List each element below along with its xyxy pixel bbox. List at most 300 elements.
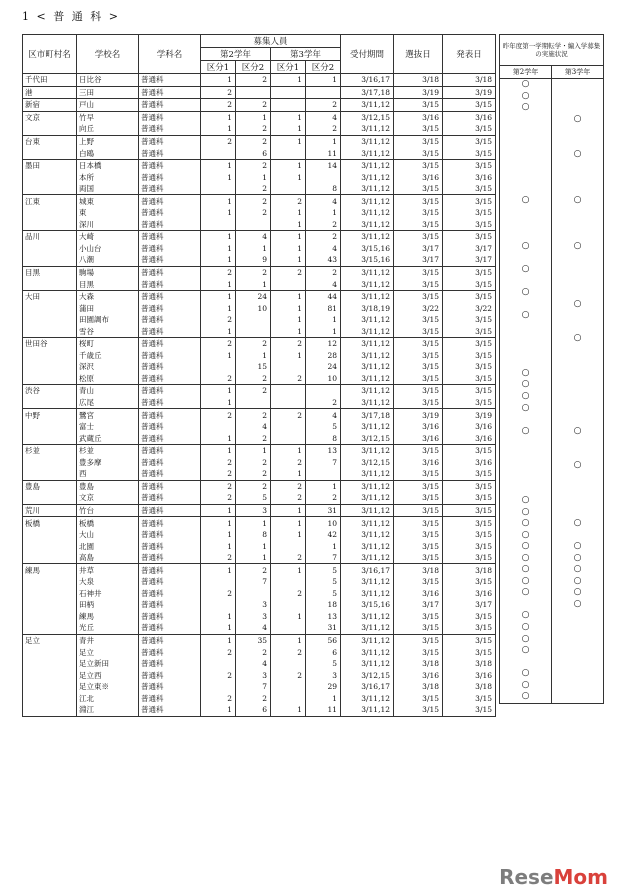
school-cell: 八潮 bbox=[77, 254, 139, 266]
past-grade3-mark: ○ bbox=[552, 148, 604, 160]
course-cell: 普通科 bbox=[139, 373, 201, 385]
reception-cell: 3/11,12 bbox=[341, 646, 394, 658]
g2-k2-cell: 2 bbox=[236, 692, 271, 704]
announce-cell: 3/15 bbox=[443, 195, 496, 207]
g3-k1-cell: 2 bbox=[271, 338, 306, 350]
g2-k1-cell: 2 bbox=[201, 468, 236, 480]
g3-k2-cell: 2 bbox=[306, 492, 341, 504]
ward-cell bbox=[23, 123, 77, 135]
g2-k1-cell bbox=[201, 183, 236, 195]
g2-k1-cell bbox=[201, 576, 236, 588]
course-cell: 普通科 bbox=[139, 325, 201, 337]
past-grade2-mark bbox=[500, 183, 552, 195]
g2-k2-cell: 2 bbox=[236, 135, 271, 147]
selection-cell: 3/15 bbox=[394, 183, 443, 195]
ward-cell bbox=[23, 681, 77, 693]
g3-k1-cell: 1 bbox=[271, 159, 306, 171]
announce-cell: 3/15 bbox=[443, 325, 496, 337]
g3-k2-cell: 4 bbox=[306, 278, 341, 290]
g2-k1-cell bbox=[201, 658, 236, 670]
table-row bbox=[23, 576, 496, 588]
side-row bbox=[500, 633, 604, 645]
past-grade2-mark bbox=[500, 599, 552, 611]
past-grade3-mark bbox=[552, 379, 604, 391]
past-grade2-mark bbox=[500, 218, 552, 230]
past-grade3-mark bbox=[552, 414, 604, 426]
g3-k2-cell: 6 bbox=[306, 646, 341, 658]
reception-cell: 3/11,12 bbox=[341, 444, 394, 456]
school-cell: 足立西 bbox=[77, 669, 139, 681]
school-cell: 足立新田 bbox=[77, 658, 139, 670]
reception-cell: 3/17,18 bbox=[341, 409, 394, 421]
past-grade3-mark: ○ bbox=[552, 460, 604, 472]
g2-k1-cell: 1 bbox=[201, 564, 236, 576]
g2-k2-cell: 1 bbox=[236, 552, 271, 564]
announce-cell: 3/15 bbox=[443, 135, 496, 147]
ward-cell bbox=[23, 611, 77, 623]
ward-cell bbox=[23, 646, 77, 658]
reception-cell: 3/11,12 bbox=[341, 385, 394, 397]
past-grade3-mark bbox=[552, 79, 604, 91]
ward-cell bbox=[23, 147, 77, 159]
selection-cell: 3/15 bbox=[394, 504, 443, 517]
g3-k2-cell: 5 bbox=[306, 658, 341, 670]
announce-cell: 3/18 bbox=[443, 658, 496, 670]
g3-k2-cell: 31 bbox=[306, 504, 341, 517]
ward-cell bbox=[23, 302, 77, 314]
announce-cell: 3/19 bbox=[443, 86, 496, 99]
announce-cell: 3/15 bbox=[443, 552, 496, 564]
selection-cell: 3/15 bbox=[394, 622, 443, 634]
g3-k2-cell: 4 bbox=[306, 111, 341, 123]
announce-cell: 3/16 bbox=[443, 588, 496, 600]
school-cell: 竹早 bbox=[77, 111, 139, 123]
school-cell: 足立東※ bbox=[77, 681, 139, 693]
school-cell: 板橋 bbox=[77, 517, 139, 529]
ward-cell bbox=[23, 588, 77, 600]
past-grade2-mark: ○ bbox=[500, 541, 552, 553]
table-row bbox=[23, 195, 496, 207]
g2-k2-cell: 1 bbox=[236, 540, 271, 552]
g3-k1-cell bbox=[271, 99, 306, 112]
header-g3-k1: 区分1 bbox=[271, 61, 306, 74]
course-cell: 普通科 bbox=[139, 266, 201, 278]
announce-cell: 3/18 bbox=[443, 74, 496, 87]
past-grade3-mark bbox=[552, 368, 604, 380]
g2-k2-cell: 1 bbox=[236, 171, 271, 183]
past-grade3-mark: ○ bbox=[552, 298, 604, 310]
past-grade2-mark bbox=[500, 356, 552, 368]
table-row bbox=[23, 338, 496, 350]
g2-k1-cell: 1 bbox=[201, 159, 236, 171]
reception-cell: 3/11,12 bbox=[341, 658, 394, 670]
school-cell: 桜町 bbox=[77, 338, 139, 350]
g3-k2-cell: 10 bbox=[306, 517, 341, 529]
g3-k1-cell bbox=[271, 278, 306, 290]
school-cell: 文京 bbox=[77, 492, 139, 504]
school-cell: 松原 bbox=[77, 373, 139, 385]
ward-cell: 豊島 bbox=[23, 480, 77, 492]
reception-cell: 3/11,12 bbox=[341, 338, 394, 350]
g2-k1-cell: 1 bbox=[201, 634, 236, 646]
announce-cell: 3/15 bbox=[443, 611, 496, 623]
g2-k1-cell: 2 bbox=[201, 692, 236, 704]
g3-k2-cell: 5 bbox=[306, 564, 341, 576]
course-cell: 普通科 bbox=[139, 564, 201, 576]
g3-k1-cell: 2 bbox=[271, 669, 306, 681]
course-cell: 普通科 bbox=[139, 529, 201, 541]
reception-cell: 3/11,12 bbox=[341, 314, 394, 326]
ward-cell bbox=[23, 432, 77, 444]
past-grade2-mark: ○ bbox=[500, 425, 552, 437]
g3-k2-cell: 2 bbox=[306, 266, 341, 278]
course-cell: 普通科 bbox=[139, 123, 201, 135]
table-row bbox=[23, 278, 496, 290]
reception-cell: 3/11,12 bbox=[341, 325, 394, 337]
reception-cell: 3/11,12 bbox=[341, 468, 394, 480]
selection-cell: 3/19 bbox=[394, 86, 443, 99]
ward-cell bbox=[23, 552, 77, 564]
reception-cell: 3/11,12 bbox=[341, 552, 394, 564]
past-grade3-mark bbox=[552, 633, 604, 645]
g3-k1-cell bbox=[271, 681, 306, 693]
reception-cell: 3/11,12 bbox=[341, 290, 394, 302]
selection-cell: 3/15 bbox=[394, 325, 443, 337]
g2-k2-cell: 2 bbox=[236, 457, 271, 469]
announce-cell: 3/15 bbox=[443, 504, 496, 517]
course-cell: 普通科 bbox=[139, 492, 201, 504]
ward-cell: 中野 bbox=[23, 409, 77, 421]
table-row bbox=[23, 658, 496, 670]
announce-cell: 3/15 bbox=[443, 468, 496, 480]
past-grade3-mark bbox=[552, 125, 604, 137]
side-row bbox=[500, 599, 604, 611]
school-cell: 広尾 bbox=[77, 397, 139, 409]
course-cell: 普通科 bbox=[139, 397, 201, 409]
side-row bbox=[500, 137, 604, 149]
selection-cell: 3/15 bbox=[394, 646, 443, 658]
g3-k2-cell: 4 bbox=[306, 195, 341, 207]
reception-cell: 3/12,15 bbox=[341, 457, 394, 469]
side-row bbox=[500, 668, 604, 680]
g2-k1-cell: 2 bbox=[201, 669, 236, 681]
announce-cell: 3/15 bbox=[443, 480, 496, 492]
g2-k1-cell bbox=[201, 361, 236, 373]
course-cell: 普通科 bbox=[139, 207, 201, 219]
announce-cell: 3/17 bbox=[443, 254, 496, 266]
course-cell: 普通科 bbox=[139, 350, 201, 362]
course-cell: 普通科 bbox=[139, 421, 201, 433]
g3-k1-cell: 1 bbox=[271, 564, 306, 576]
reception-cell: 3/11,12 bbox=[341, 540, 394, 552]
side-row bbox=[500, 194, 604, 206]
table-row bbox=[23, 432, 496, 444]
side-row bbox=[500, 529, 604, 541]
side-row bbox=[500, 552, 604, 564]
announce-cell: 3/15 bbox=[443, 290, 496, 302]
school-cell: 戸山 bbox=[77, 99, 139, 112]
g2-k1-cell: 1 bbox=[201, 207, 236, 219]
side-row bbox=[500, 229, 604, 241]
school-cell: 向丘 bbox=[77, 123, 139, 135]
side-row bbox=[500, 264, 604, 276]
past-grade2-mark bbox=[500, 229, 552, 241]
g2-k1-cell: 1 bbox=[201, 171, 236, 183]
g2-k1-cell: 2 bbox=[201, 646, 236, 658]
ward-cell bbox=[23, 350, 77, 362]
announce-cell: 3/16 bbox=[443, 669, 496, 681]
g2-k2-cell bbox=[236, 397, 271, 409]
table-row bbox=[23, 135, 496, 147]
g3-k1-cell: 1 bbox=[271, 231, 306, 243]
course-cell: 普通科 bbox=[139, 314, 201, 326]
g3-k2-cell: 28 bbox=[306, 350, 341, 362]
g3-k1-cell bbox=[271, 540, 306, 552]
g3-k1-cell: 1 bbox=[271, 243, 306, 255]
past-grade2-mark bbox=[500, 460, 552, 472]
ward-cell bbox=[23, 576, 77, 588]
reception-cell: 3/11,12 bbox=[341, 159, 394, 171]
g3-k2-cell: 2 bbox=[306, 123, 341, 135]
g2-k2-cell: 1 bbox=[236, 111, 271, 123]
reception-cell: 3/11,12 bbox=[341, 634, 394, 646]
past-grade3-mark bbox=[552, 218, 604, 230]
header-g2-k2: 区分2 bbox=[236, 61, 271, 74]
side-header-grade3: 第3学年 bbox=[552, 66, 604, 79]
g3-k2-cell: 42 bbox=[306, 529, 341, 541]
table-row bbox=[23, 302, 496, 314]
reception-cell: 3/17,18 bbox=[341, 86, 394, 99]
g3-k1-cell: 2 bbox=[271, 646, 306, 658]
g3-k2-cell: 2 bbox=[306, 219, 341, 231]
selection-cell: 3/15 bbox=[394, 444, 443, 456]
reception-cell: 3/12,15 bbox=[341, 432, 394, 444]
selection-cell: 3/15 bbox=[394, 576, 443, 588]
table-row bbox=[23, 669, 496, 681]
course-cell: 普通科 bbox=[139, 290, 201, 302]
past-grade2-mark: ○ bbox=[500, 587, 552, 599]
selection-cell: 3/15 bbox=[394, 266, 443, 278]
course-cell: 普通科 bbox=[139, 480, 201, 492]
side-row bbox=[500, 656, 604, 668]
g3-k2-cell: 7 bbox=[306, 457, 341, 469]
selection-cell: 3/15 bbox=[394, 123, 443, 135]
ward-cell: 荒川 bbox=[23, 504, 77, 517]
past-grade2-mark bbox=[500, 148, 552, 160]
table-row bbox=[23, 504, 496, 517]
g2-k2-cell: 6 bbox=[236, 147, 271, 159]
course-cell: 普通科 bbox=[139, 183, 201, 195]
side-row bbox=[500, 414, 604, 426]
selection-cell: 3/16 bbox=[394, 171, 443, 183]
ward-cell bbox=[23, 622, 77, 634]
past-grade3-mark bbox=[552, 622, 604, 634]
reception-cell: 3/11,12 bbox=[341, 588, 394, 600]
g3-k2-cell: 1 bbox=[306, 325, 341, 337]
g3-k2-cell: 2 bbox=[306, 397, 341, 409]
announce-cell: 3/15 bbox=[443, 373, 496, 385]
past-grade2-mark: ○ bbox=[500, 610, 552, 622]
reception-cell: 3/11,12 bbox=[341, 135, 394, 147]
past-grade3-mark bbox=[552, 229, 604, 241]
past-grade2-mark: ○ bbox=[500, 91, 552, 103]
past-grade2-mark bbox=[500, 321, 552, 333]
course-cell: 普通科 bbox=[139, 254, 201, 266]
selection-cell: 3/15 bbox=[394, 99, 443, 112]
g2-k2-cell: 3 bbox=[236, 611, 271, 623]
announce-cell: 3/15 bbox=[443, 350, 496, 362]
school-cell: 富士 bbox=[77, 421, 139, 433]
g2-k2-cell bbox=[236, 325, 271, 337]
reception-cell: 3/18,19 bbox=[341, 302, 394, 314]
selection-cell: 3/15 bbox=[394, 135, 443, 147]
table-row bbox=[23, 361, 496, 373]
ward-cell bbox=[23, 243, 77, 255]
table-row bbox=[23, 266, 496, 278]
ward-cell: 渋谷 bbox=[23, 385, 77, 397]
g3-k2-cell: 2 bbox=[306, 231, 341, 243]
announce-cell: 3/16 bbox=[443, 421, 496, 433]
ward-cell bbox=[23, 325, 77, 337]
table-row bbox=[23, 171, 496, 183]
table-row bbox=[23, 219, 496, 231]
school-cell: 深沢 bbox=[77, 361, 139, 373]
g3-k1-cell: 2 bbox=[271, 457, 306, 469]
selection-cell: 3/15 bbox=[394, 540, 443, 552]
table-row bbox=[23, 480, 496, 492]
side-row bbox=[500, 333, 604, 345]
school-cell: 淵江 bbox=[77, 704, 139, 716]
past-grade2-mark bbox=[500, 125, 552, 137]
selection-cell: 3/15 bbox=[394, 468, 443, 480]
g2-k1-cell: 2 bbox=[201, 492, 236, 504]
selection-cell: 3/15 bbox=[394, 517, 443, 529]
g2-k1-cell: 2 bbox=[201, 588, 236, 600]
past-grade2-mark: ○ bbox=[500, 679, 552, 691]
g3-k2-cell: 13 bbox=[306, 444, 341, 456]
announce-cell: 3/17 bbox=[443, 243, 496, 255]
g3-k2-cell: 1 bbox=[306, 540, 341, 552]
past-grade2-mark: ○ bbox=[500, 645, 552, 657]
g2-k2-cell: 2 bbox=[236, 409, 271, 421]
past-grade3-mark bbox=[552, 495, 604, 507]
side-row bbox=[500, 391, 604, 403]
g3-k2-cell: 1 bbox=[306, 207, 341, 219]
side-row bbox=[500, 91, 604, 103]
table-row bbox=[23, 350, 496, 362]
g2-k2-cell: 2 bbox=[236, 338, 271, 350]
table-row bbox=[23, 588, 496, 600]
g2-k1-cell: 1 bbox=[201, 540, 236, 552]
reception-cell: 3/12,15 bbox=[341, 669, 394, 681]
side-row bbox=[500, 518, 604, 530]
school-cell: 本所 bbox=[77, 171, 139, 183]
school-cell: 練馬 bbox=[77, 611, 139, 623]
g3-k2-cell: 8 bbox=[306, 432, 341, 444]
announce-cell: 3/15 bbox=[443, 397, 496, 409]
section-heading: 1 < 普 通 科 > bbox=[22, 10, 120, 23]
header-announce: 発表日 bbox=[443, 35, 496, 74]
selection-cell: 3/17 bbox=[394, 254, 443, 266]
school-cell: 鷺宮 bbox=[77, 409, 139, 421]
side-row bbox=[500, 645, 604, 657]
table-row bbox=[23, 529, 496, 541]
g2-k1-cell bbox=[201, 599, 236, 611]
course-cell: 普通科 bbox=[139, 171, 201, 183]
side-row bbox=[500, 587, 604, 599]
g2-k1-cell: 1 bbox=[201, 231, 236, 243]
table-row bbox=[23, 409, 496, 421]
g2-k2-cell: 4 bbox=[236, 421, 271, 433]
g3-k2-cell: 29 bbox=[306, 681, 341, 693]
header-course: 学科名 bbox=[139, 35, 201, 74]
table-row bbox=[23, 86, 496, 99]
selection-cell: 3/19 bbox=[394, 409, 443, 421]
selection-cell: 3/18 bbox=[394, 74, 443, 87]
g2-k1-cell: 1 bbox=[201, 254, 236, 266]
school-cell: 蒲田 bbox=[77, 302, 139, 314]
ward-cell bbox=[23, 171, 77, 183]
g3-k2-cell: 8 bbox=[306, 183, 341, 195]
announce-cell: 3/15 bbox=[443, 704, 496, 716]
past-grade3-mark bbox=[552, 321, 604, 333]
past-grade2-mark: ○ bbox=[500, 287, 552, 299]
side-row bbox=[500, 321, 604, 333]
course-cell: 普通科 bbox=[139, 622, 201, 634]
course-cell: 普通科 bbox=[139, 74, 201, 87]
course-cell: 普通科 bbox=[139, 576, 201, 588]
past-grade3-mark: ○ bbox=[552, 564, 604, 576]
announce-cell: 3/15 bbox=[443, 147, 496, 159]
g2-k2-cell: 2 bbox=[236, 99, 271, 112]
g2-k1-cell: 1 bbox=[201, 302, 236, 314]
g3-k2-cell: 5 bbox=[306, 588, 341, 600]
table-row bbox=[23, 325, 496, 337]
header-school: 学校名 bbox=[77, 35, 139, 74]
course-cell: 普通科 bbox=[139, 278, 201, 290]
past-grade2-mark: ○ bbox=[500, 518, 552, 530]
reception-cell: 3/11,12 bbox=[341, 529, 394, 541]
school-cell: 青山 bbox=[77, 385, 139, 397]
g3-k2-cell bbox=[306, 86, 341, 99]
ward-cell bbox=[23, 183, 77, 195]
ward-cell: 港 bbox=[23, 86, 77, 99]
reception-cell: 3/11,12 bbox=[341, 517, 394, 529]
past-grade2-mark bbox=[500, 114, 552, 126]
announce-cell: 3/15 bbox=[443, 385, 496, 397]
selection-cell: 3/15 bbox=[394, 350, 443, 362]
past-grade3-mark bbox=[552, 137, 604, 149]
past-grade2-mark bbox=[500, 437, 552, 449]
school-cell: 井草 bbox=[77, 564, 139, 576]
ward-cell: 大田 bbox=[23, 290, 77, 302]
side-row bbox=[500, 206, 604, 218]
ward-cell bbox=[23, 529, 77, 541]
g3-k1-cell bbox=[271, 692, 306, 704]
past-grade3-mark bbox=[552, 160, 604, 172]
past-grade2-mark: ○ bbox=[500, 310, 552, 322]
school-cell: 駒場 bbox=[77, 266, 139, 278]
past-grade2-mark: ○ bbox=[500, 379, 552, 391]
past-grade2-mark bbox=[500, 252, 552, 264]
table-row bbox=[23, 704, 496, 716]
table-row bbox=[23, 492, 496, 504]
school-cell: 日本橋 bbox=[77, 159, 139, 171]
school-cell: 田柄 bbox=[77, 599, 139, 611]
g3-k2-cell: 56 bbox=[306, 634, 341, 646]
announce-cell: 3/15 bbox=[443, 278, 496, 290]
school-cell: 石神井 bbox=[77, 588, 139, 600]
